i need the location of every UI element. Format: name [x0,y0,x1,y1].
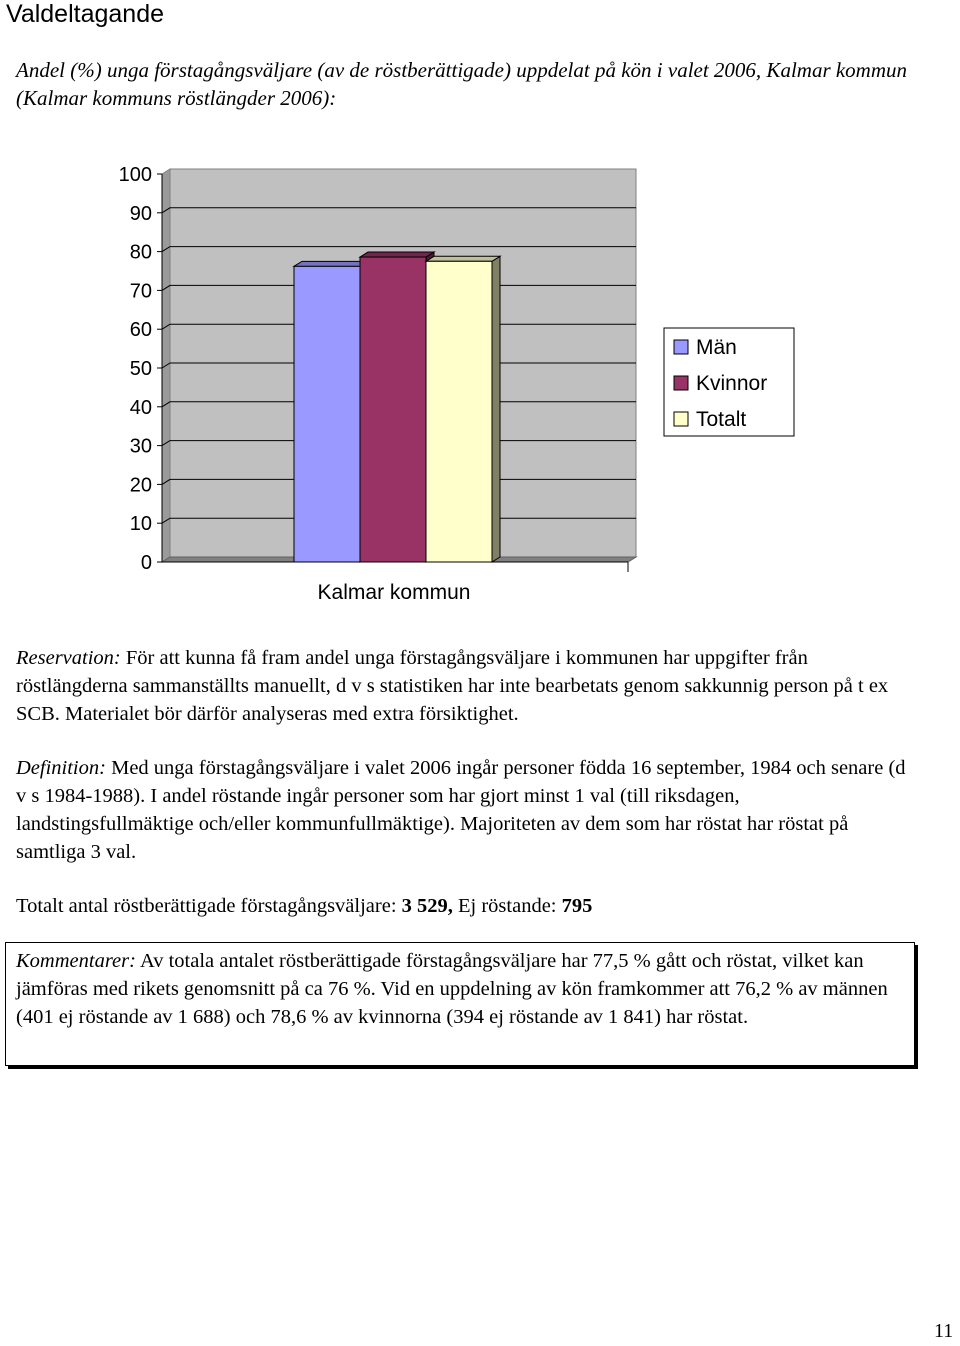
bar-totalt [426,261,492,562]
y-tick-label: 40 [129,396,152,419]
bar-top-kvinnor [360,252,434,257]
y-tick-label: 70 [129,280,152,303]
x-category-label: Kalmar kommun [317,581,471,604]
definition-text: Med unga förstagångsväljare i valet 2006 ingår personer födda 16 september, 1984 och senare (d v s 1984-1988). I andel röstande ingår personer som har gjort minst 1 val (till riksdagen, landstingsfullmäktige och/eller kommunfullmäktige). Majoriteten av dem som har röstat har röstat på samtliga 3 val. [16,757,906,863]
totals-label-nonvoting: Ej röstande: [452,895,562,917]
bar-m-n [294,266,360,562]
y-tick-label: 10 [129,513,152,536]
bar-chart [0,150,960,620]
legend-swatch-totalt [674,412,688,426]
y-tick-label: 0 [140,552,152,574]
legend-label-m-n: Män [696,336,737,359]
y-tick-label: 80 [129,241,152,264]
y-tick-label: 90 [129,202,152,225]
definition-paragraph [16,754,916,866]
bar-side-totalt [492,256,500,562]
page-heading: Valdeltagande [6,0,165,28]
totals-value-nonvoting: 795 [561,895,593,917]
comments-text: Av totala antalet röstberättigade förstagångsväljare har 77,5 % gått och röstat, vilket kan jämföras med rikets genomsnitt på ca 76 %. Vid en uppdelning av kön framkommer att 76,2 % av männen (401 ej röstande av 1 688) och 78,6 % av kvinnorna (394 ej röstande av 1 841) har röstat. [16,950,888,1028]
reservation-label: Reservation: [16,647,121,669]
comments-label: Kommentarer: [16,950,136,972]
definition-label: Definition: [16,757,106,779]
bar-series [294,252,500,562]
y-tick-label: 50 [129,358,152,380]
page-number: 11 [934,1320,954,1342]
y-tick-label: 60 [129,319,152,342]
chart-subtitle: Andel (%) unga förstagångsväljare (av de röstberättigade) uppdelat på kön i valet 2006, Kalmar kommun (Kalmar kommuns röstlängder 2006): [16,58,908,110]
chart-legend [664,328,794,436]
y-tick-label: 20 [129,474,152,497]
totals-line [16,892,916,920]
y-tick-label: 100 [118,164,152,186]
legend-swatch-kvinnor [674,376,688,390]
totals-label-eligible: Totalt antal röstberättigade förstagångsväljare: [16,895,402,917]
legend-label-kvinnor: Kvinnor [696,372,768,395]
totals-value-eligible: 3 529, [401,895,453,917]
bar-kvinnor [360,257,426,562]
legend-label-totalt: Totalt [696,408,747,431]
bar-top-totalt [426,256,500,261]
y-tick-label: 30 [129,435,152,458]
bar-top-m-n [294,261,368,266]
reservation-paragraph [16,644,916,728]
legend-swatch-m-n [674,340,688,354]
comments-box [5,942,915,1066]
reservation-text: För att kunna få fram andel unga förstagångsväljare i kommunen har uppgifter från röstlängderna sammanställts manuellt, d v s statistiken har inte bearbetats genom sakkunnig person på t ex SCB. Materialet bör därför analyseras med extra försiktighet. [16,647,889,725]
